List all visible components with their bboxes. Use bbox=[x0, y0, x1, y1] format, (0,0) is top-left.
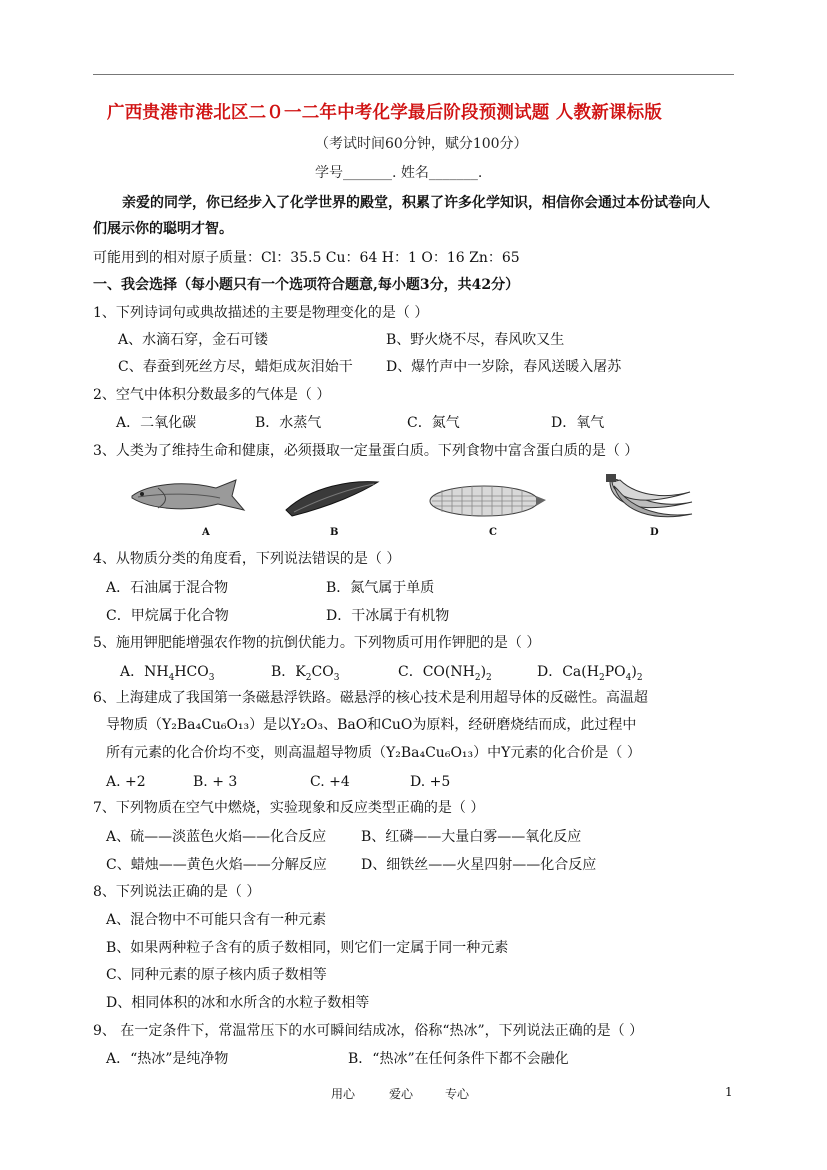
question-9: 9、 在一定条件下，常温常压下的水可瞬间结成冰，俗称“热冰”，下列说法正确的是（ ） bbox=[93, 1023, 644, 1039]
q2-option-d: D．氧气 bbox=[551, 415, 605, 431]
q1-option-c: C、春蚕到死丝方尽，蜡炬成灰泪始干 bbox=[118, 359, 353, 375]
q9-option-a: A．“热冰”是纯净物 bbox=[106, 1051, 229, 1067]
q8-option-a: A、混合物中不可能只含有一种元素 bbox=[106, 912, 327, 928]
q4-option-a: A．石油属于混合物 bbox=[106, 580, 229, 596]
image-label-c: C bbox=[489, 527, 497, 538]
q5-option-d: D．$Ca(H_2PO_4)_2$ bbox=[537, 664, 643, 683]
q5-option-b: B．$K_2CO_3$ bbox=[271, 664, 340, 683]
q6-option-c: C. +4 bbox=[310, 774, 350, 790]
q1-option-a: A、水滴石穿，金石可镂 bbox=[118, 332, 269, 348]
exam-info: （考试时间60分钟，赋分100分） bbox=[315, 136, 528, 152]
q2-option-c: C．氮气 bbox=[407, 415, 460, 431]
intro-line-2: 们展示你的聪明才智。 bbox=[93, 221, 233, 237]
q1-option-b: B、野火烧不尽，春风吹又生 bbox=[386, 332, 565, 348]
corn-image bbox=[428, 484, 548, 518]
student-info: 学号_______. 姓名_______. bbox=[315, 165, 483, 181]
q8-option-d: D、相同体积的冰和水所含的水粒子数相等 bbox=[106, 995, 370, 1011]
q9-option-b: B．“热冰”在任何条件下都不会融化 bbox=[348, 1051, 569, 1067]
footer-motto-2: 爱心 bbox=[389, 1087, 414, 1101]
question-3: 3、人类为了维持生命和健康，必须摄取一定量蛋白质。下列食物中富含蛋白质的是（ ） bbox=[93, 443, 639, 459]
q7-option-b: B、红磷——大量白雾——氧化反应 bbox=[361, 829, 582, 845]
q7-option-d: D、细铁丝——火星四射——化合反应 bbox=[361, 857, 597, 873]
q2-option-a: A．二氧化碳 bbox=[116, 415, 197, 431]
q6-option-b: B. + 3 bbox=[193, 774, 238, 790]
question-8: 8、下列说法正确的是（ ） bbox=[93, 884, 261, 900]
banana-image bbox=[604, 472, 696, 524]
question-5: 5、施用钾肥能增强农作物的抗倒伏能力。下列物质可用作钾肥的是（ ） bbox=[93, 635, 541, 651]
page-number: 1 bbox=[725, 1085, 733, 1099]
vegetable-image bbox=[282, 476, 382, 518]
header-rule bbox=[93, 74, 734, 75]
q7-option-c: C、蜡烛——黄色火焰——分解反应 bbox=[106, 857, 327, 873]
q6-option-d: D. +5 bbox=[410, 774, 451, 790]
q2-option-b: B．水蒸气 bbox=[255, 415, 322, 431]
q8-option-b: B、如果两种粒子含有的质子数相同，则它们一定属于同一种元素 bbox=[106, 940, 509, 956]
image-label-b: B bbox=[330, 527, 339, 538]
q7-option-a: A、硫——淡蓝色火焰——化合反应 bbox=[106, 829, 327, 845]
intro-line-1: 亲爱的同学，你已经步入了化学世界的殿堂，积累了许多化学知识，相信你会通过本份试卷向人 bbox=[122, 195, 710, 211]
fish-image bbox=[128, 476, 248, 518]
question-6-line-3: 所有元素的化合价均不变，则高温超导物质（Y₂Ba₄Cu₆O₁₃）中Y元素的化合价是（ ） bbox=[106, 745, 641, 761]
question-1: 1、下列诗词句或典故描述的主要是物理变化的是（ ） bbox=[93, 305, 429, 321]
image-label-d: D bbox=[650, 527, 659, 538]
q1-option-d: D、爆竹声中一岁除，春风送暖入屠苏 bbox=[386, 359, 622, 375]
question-6-line-2: 导物质（Y₂Ba₄Cu₆O₁₃）是以Y₂O₃、BaO和CuO为原料，经研磨烧结而成，此过程中 bbox=[106, 717, 637, 733]
question-6-line-1: 6、上海建成了我国第一条磁悬浮铁路。磁悬浮的核心技术是利用超导体的反磁性。高温超 bbox=[93, 690, 648, 706]
atomic-masses: 可能用到的相对原子质量：Cl：35.5 Cu：64 H：1 O：16 Zn：65 bbox=[93, 250, 520, 266]
q6-option-a: A. +2 bbox=[106, 774, 146, 790]
page-title: 广西贵港市港北区二０一二年中考化学最后阶段预测试题 人教新课标版 bbox=[107, 103, 662, 123]
q4-option-b: B．氮气属于单质 bbox=[326, 580, 435, 596]
question-7: 7、下列物质在空气中燃烧，实验现象和反应类型正确的是（ ） bbox=[93, 800, 485, 816]
q5-option-a: A．$NH_4HCO_3$ bbox=[120, 664, 215, 683]
section-heading: 一、我会选择（每小题只有一个选项符合题意,每小题3分，共42分） bbox=[93, 277, 520, 293]
q5-option-c: C．$CO(NH_2)_2$ bbox=[398, 664, 492, 683]
q4-option-c: C．甲烷属于化合物 bbox=[106, 608, 229, 624]
question-4: 4、从物质分类的角度看，下列说法错误的是（ ） bbox=[93, 551, 401, 567]
image-label-a: A bbox=[202, 527, 210, 538]
question-2: 2、空气中体积分数最多的气体是（ ） bbox=[93, 387, 331, 403]
q8-option-c: C、同种元素的原子核内质子数相等 bbox=[106, 967, 327, 983]
footer-motto-3: 专心 bbox=[445, 1087, 470, 1101]
q4-option-d: D．干冰属于有机物 bbox=[326, 608, 450, 624]
footer-motto-1: 用心 bbox=[331, 1087, 356, 1101]
